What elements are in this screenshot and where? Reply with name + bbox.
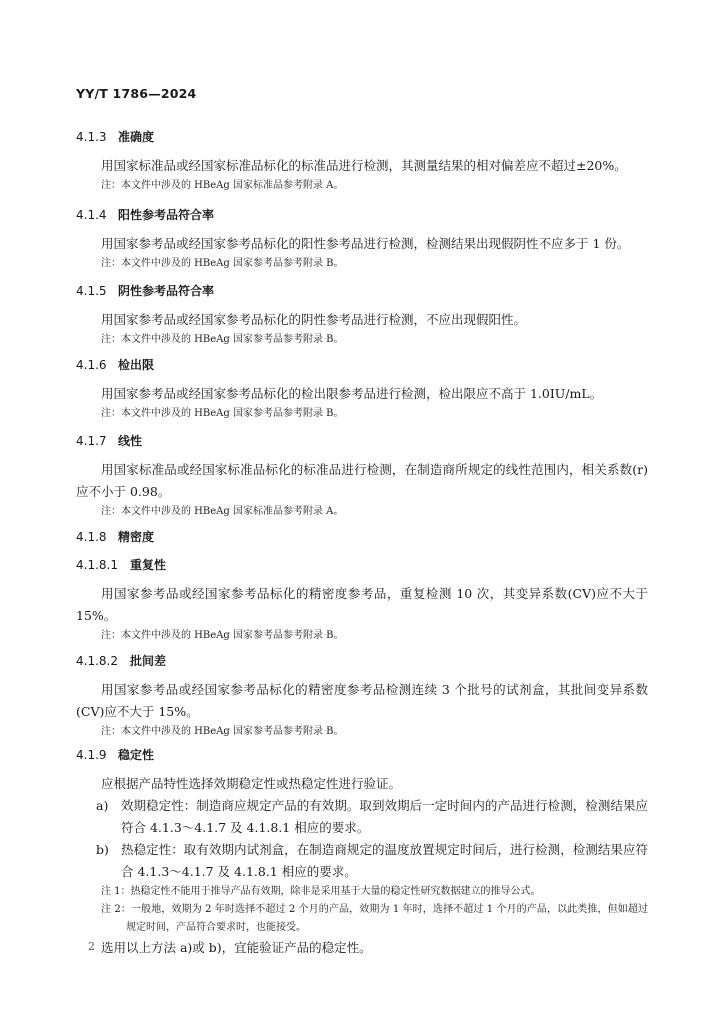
section-title: 批间差 (130, 654, 167, 668)
paragraph: 用国家标准品或经国家标准品标化的标准品进行检测，其测量结果的相对偏差应不超过±20%。 (101, 158, 627, 173)
note: 注：本文件中涉及的 HBeAg 国家参考品参考附录 B。 (101, 408, 344, 419)
section-4-1-4 (76, 206, 648, 273)
section-4-1-8-1 (76, 556, 648, 645)
section-title: 阴性参考品符合率 (118, 284, 215, 298)
section-title: 精密度 (118, 530, 155, 544)
list-text: 效期稳定性：制造商应规定产品的有效期。取到效期后一定时间内的产品进行检测，检测结果应符合 4.1.3～4.1.7 及 4.1.8.1 相应的要求。 (121, 798, 648, 835)
section-number: 4.1.8 (76, 530, 107, 544)
note: 注：本文件中涉及的 HBeAg 国家参考品参考附录 B。 (101, 334, 344, 345)
note: 注：本文件中涉及的 HBeAg 国家标准品参考附录 A。 (101, 506, 344, 517)
section-4-1-3 (76, 128, 648, 195)
section-4-1-9 (76, 746, 648, 959)
note: 注：本文件中涉及的 HBeAg 国家参考品参考附录 B。 (101, 630, 344, 641)
page-number: 2 (88, 940, 95, 953)
section-title: 检出限 (118, 358, 155, 372)
section-heading (76, 432, 648, 449)
section-number: 4.1.3 (76, 130, 107, 144)
section-number: 4.1.8.2 (76, 654, 118, 668)
section-title: 重复性 (130, 558, 167, 572)
section-number: 4.1.8.1 (76, 558, 118, 572)
list-label: a) (96, 798, 109, 813)
section-heading (76, 356, 648, 373)
section-4-1-7 (76, 432, 648, 521)
section-number: 4.1.5 (76, 284, 107, 298)
list-item-b (76, 839, 648, 883)
paragraph: 用国家参考品或经国家参考品标化的阴性参考品进行检测，不应出现假阳性。 (101, 312, 527, 327)
paragraph: 用国家参考品或经国家参考品标化的精密度参考品，重复检测 10 次，其变异系数(CV)应不大于 15%。 (76, 586, 648, 623)
section-title: 阳性参考品符合率 (118, 208, 215, 222)
note: 注：本文件中涉及的 HBeAg 国家标准品参考附录 A。 (101, 180, 344, 191)
section-title: 稳定性 (118, 748, 155, 762)
paragraph: 用国家参考品或经国家参考品标化的精密度参考品检测连续 3 个批号的试剂盒，其批间变异系数(CV)应不大于 15%。 (76, 682, 648, 719)
section-4-1-8-2 (76, 652, 648, 741)
standard-header: YY/T 1786—2024 (76, 86, 197, 101)
section-number: 4.1.4 (76, 208, 107, 222)
paragraph: 用国家参考品或经国家参考品标化的检出限参考品进行检测，检出限应不高于 1.0IU/mL。 (101, 386, 603, 401)
list-item-a (76, 795, 648, 839)
note-1: 注 1：热稳定性不能用于推导产品有效期，除非是采用基于大量的稳定性研究数据建立的推导公式。 (101, 886, 541, 897)
section-heading (76, 128, 648, 145)
section-4-1-5 (76, 282, 648, 349)
note-2: 注 2：一般地，效期为 2 年时选择不超过 2 个月的产品，效期为 1 年时，选择不超过 1 个月的产品，以此类推，但如超过规定时间，产品符合要求时，也能接受。 (101, 904, 648, 933)
paragraph-intro: 应根据产品特性选择效期稳定性或热稳定性进行验证。 (101, 776, 402, 791)
note: 注：本文件中涉及的 HBeAg 国家参考品参考附录 B。 (101, 258, 344, 269)
paragraph: 用国家参考品或经国家参考品标化的阳性参考品进行检测，检测结果出现假阴性不应多于 1 份。 (101, 236, 630, 251)
section-number: 4.1.6 (76, 358, 107, 372)
section-heading (76, 746, 648, 763)
section-heading (76, 652, 648, 669)
section-heading (76, 206, 648, 223)
paragraph-outro: 选用以上方法 a)或 b)，宜能验证产品的稳定性。 (101, 940, 372, 955)
note: 注：本文件中涉及的 HBeAg 国家参考品参考附录 B。 (101, 726, 344, 737)
list-text: 热稳定性：取有效期内试剂盒，在制造商规定的温度放置规定时间后，进行检测，检测结果应符合 4.1.3～4.1.7 及 4.1.8.1 相应的要求。 (121, 842, 648, 879)
section-heading (76, 282, 648, 299)
section-4-1-8 (76, 528, 648, 555)
list-label: b) (96, 842, 109, 857)
section-number: 4.1.9 (76, 748, 107, 762)
section-title: 准确度 (118, 130, 155, 144)
section-heading (76, 556, 648, 573)
section-title: 线性 (118, 434, 143, 448)
section-heading (76, 528, 648, 545)
paragraph: 用国家标准品或经国家标准品标化的标准品进行检测，在制造商所规定的线性范围内，相关系数(r)应不小于 0.98。 (76, 462, 648, 499)
section-4-1-6 (76, 356, 648, 423)
section-number: 4.1.7 (76, 434, 107, 448)
